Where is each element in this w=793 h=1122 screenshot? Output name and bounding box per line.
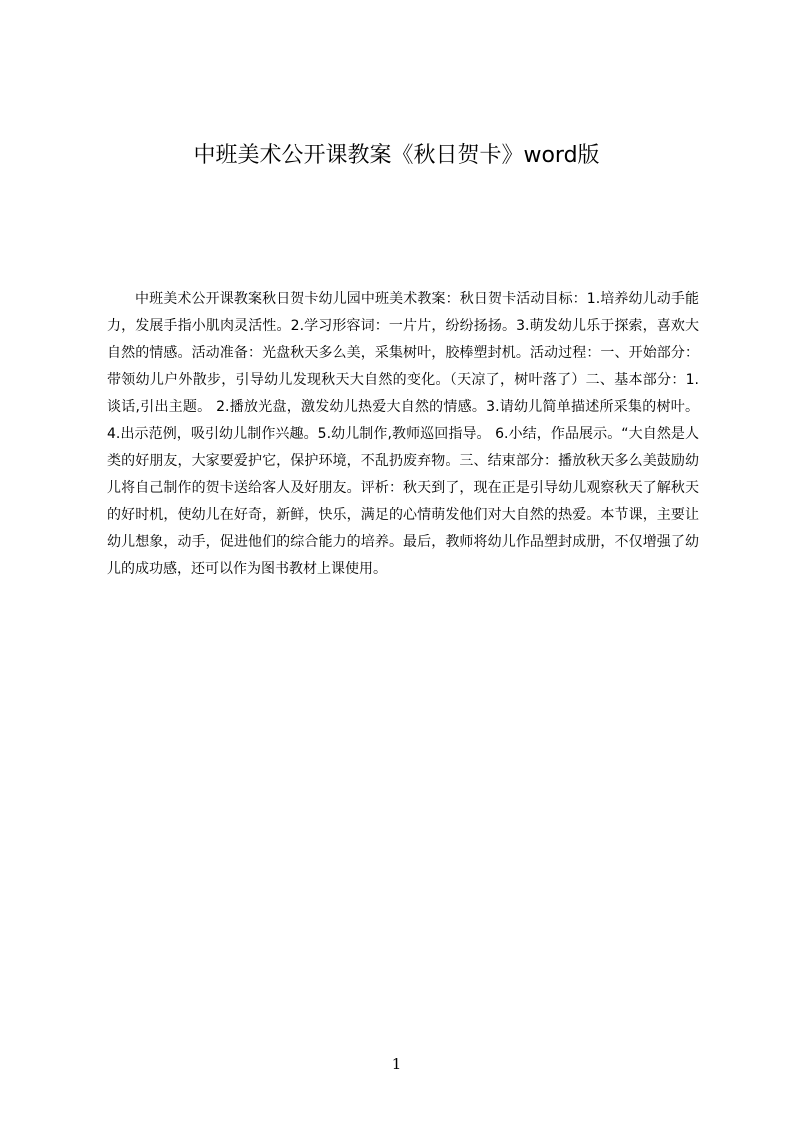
page-number: 1 — [391, 1055, 402, 1073]
document-body-paragraph: 中班美术公开课教案秋日贺卡幼儿园中班美术教案：秋日贺卡活动目标：1.培养幼儿动手能力，发展手指小肌肉灵活性。2.学习形容词：一片片，纷纷扬扬。3.萌发幼儿乐于探索，喜欢大自然的情感。活动准备：光盘秋天多么美，采集树叶，胶棒塑封机。活动过程：一、开始部分：带领幼儿户外散步，引导幼儿发现秋天大自然的变化。（天凉了，树叶落了）二、基本部分：1.谈话,引出主题。 2.播放光盘，激发幼儿热爱大自然的情感。3.请幼儿简单描述所采集的树叶。4.出示范例，吸引幼儿制作兴趣。5.幼儿制作,教师巡回指导。 6.小结，作品展示。“大自然是人类的好朋友，大家要爱护它，保护环境，不乱扔废弃物。三、结束部分：播放秋天多么美鼓励幼儿将自己制作的贺卡送给客人及好朋友。评析：秋天到了，现在正是引导幼儿观察秋天了解秋天的好时机，使幼儿在好奇，新鲜，快乐，满足的心情萌发他们对大自然的热爱。本节课，主要让幼儿想象，动手，促进他们的综合能力的培养。最后，教师将幼儿作品塑封成册，不仅增强了幼儿的成功感，还可以作为图书教材上课使用。 — [107, 291, 699, 577]
document-title: 中班美术公开课教案《秋日贺卡》word版 — [193, 143, 600, 168]
